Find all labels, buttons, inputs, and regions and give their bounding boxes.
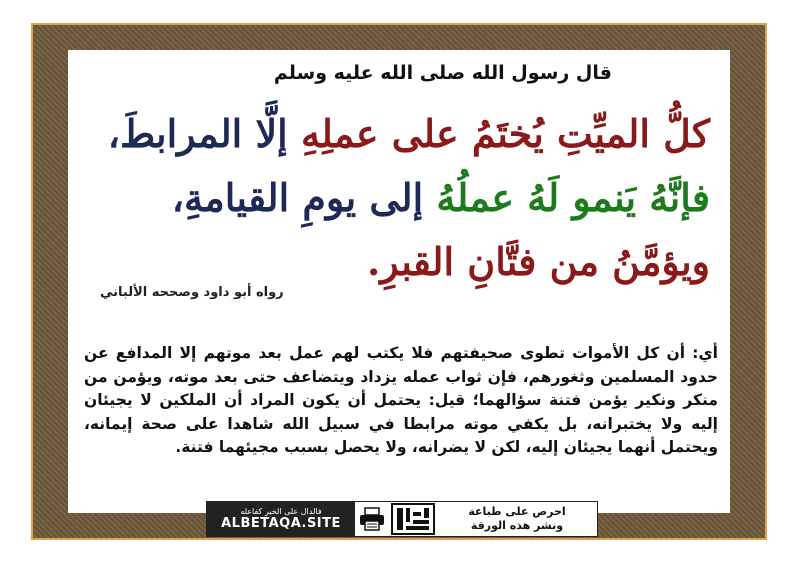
dawa-logo [389,502,437,536]
footer-cta-line-2: ونشر هذه الورقة [470,519,564,532]
footer-site-link[interactable]: ALBETAQA.SITE [221,516,341,531]
hadith-line-3: ويؤمَّنُ من فتَّانِ القبرِ. [367,239,710,284]
footer-cta-line-1: احرص على طباعة [468,505,566,518]
hadith-line-2 [172,176,710,220]
footer-tagline: فالدال على الخير كفاعله [240,507,322,516]
footer-bar [206,501,598,537]
footer-site-block [207,502,355,536]
footer-call-to-action [437,502,597,536]
hadith-line-1-part-a: كلُّ الميِّتِ يُختَمُ على عملِهِ [300,111,710,156]
commentary [84,342,718,460]
hadith-intro: قال رسول الله صلى الله عليه وسلم [273,62,612,84]
hadith-line-1-part-b: إلَّا المرابطَ، [107,111,288,156]
commentary-body: أن كل الأموات تطوى صحيفتهم فلا يكتب لهم عمل بعد موتهم إلا المدافع عن حدود المسلمين وثغورهم، فإن ثواب عمله يزداد ويتضاعف حتى بعد موته، ويؤمن من منكر ونكير يؤمن فتنة سؤالهما؛ قيل: يحتمل أن يكون المراد أن الملكين لا يجيئان إليه ولا يختبرانه، بل يكفي موته مرابطا في سبيل الله شاهدا على صحة إيمانه، ويحتمل أنهما يجيئان إليه، لكن لا يضرانه، ولا يحصل بسبب مجيئهما فتنة. [84,344,718,456]
hadith-line-2-part-b: إلى يومِ القيامةِ، [171,175,424,220]
hadith-line-2-part-a: فإنَّهُ يَنمو لَهُ عملُهُ [436,175,710,220]
commentary-lead: أي: [692,344,718,362]
content-panel [68,50,730,513]
hadith-line-1 [108,112,710,156]
printer-icon [355,502,389,536]
hadith-source: رواه أبو داود وصححه الألباني [100,285,284,300]
